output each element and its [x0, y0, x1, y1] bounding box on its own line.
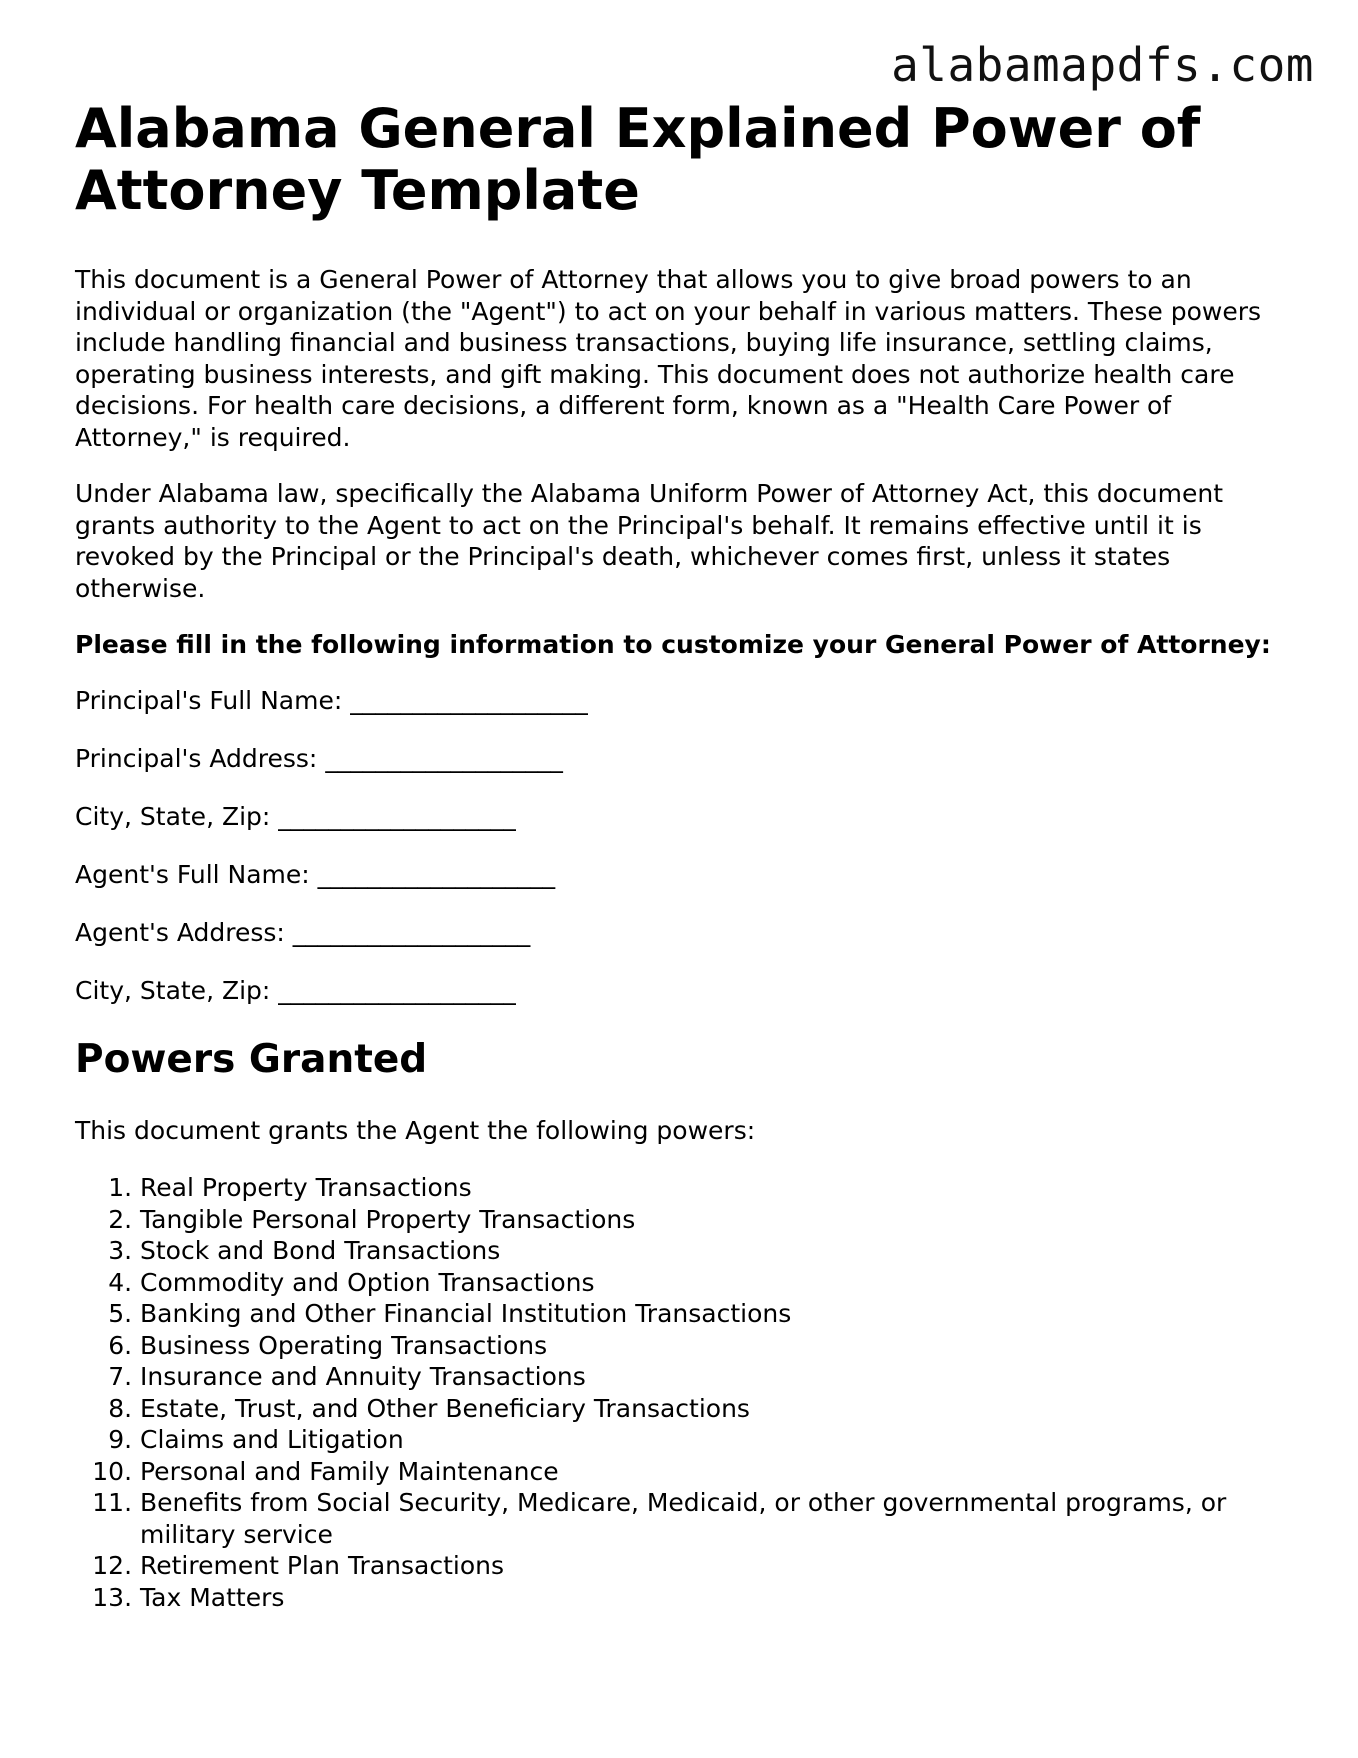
- list-item: 13. Tax Matters: [140, 1582, 1285, 1614]
- document-title: Alabama General Explained Power of Attorney Template: [75, 97, 1201, 222]
- list-item: 2. Tangible Personal Property Transactions: [140, 1204, 1285, 1236]
- list-item: 1. Real Property Transactions: [140, 1172, 1285, 1204]
- field-blank[interactable]: ___________________: [292, 917, 531, 947]
- intro-paragraph: This document is a General Power of Attorney that allows you to give broad powers to an individual or organization (the "Agent") to act on your behalf in various matters. These powers include handling financial and business transactions, buying life insurance, settling claims, operating business interests, and gift making. This document does not authorize health care decisions. For health care decisions, a different form, known as a "Health Care Power of Attorney," is required.: [75, 265, 1262, 452]
- agent-full-name-field[interactable]: [75, 859, 1285, 891]
- field-blank[interactable]: ___________________: [317, 859, 556, 889]
- list-item: 12. Retirement Plan Transactions: [140, 1550, 1285, 1582]
- principal-city-state-zip-field[interactable]: [75, 801, 1285, 833]
- list-item: 11. Benefits from Social Security, Medicare, Medicaid, or other governmental programs, or military service: [140, 1487, 1285, 1550]
- list-item: 7. Insurance and Annuity Transactions: [140, 1361, 1285, 1393]
- powers-intro-text: This document grants the Agent the following powers:: [75, 1115, 756, 1145]
- list-item: 10. Personal and Family Maintenance: [140, 1456, 1285, 1488]
- field-blank[interactable]: ___________________: [325, 743, 563, 773]
- site-watermark: alabamapdfs.com: [891, 38, 1314, 92]
- field-blank[interactable]: ___________________: [278, 975, 516, 1005]
- field-blank[interactable]: ___________________: [278, 801, 516, 831]
- field-label: Principal's Full Name:: [75, 685, 343, 715]
- agent-address-field[interactable]: [75, 917, 1285, 949]
- powers-list: [75, 1172, 1285, 1613]
- list-item: 8. Estate, Trust, and Other Beneficiary Transactions: [140, 1393, 1285, 1425]
- field-label: Agent's Full Name:: [75, 859, 310, 889]
- form-field-list: [75, 685, 1285, 1007]
- field-label: Agent's Address:: [75, 917, 285, 947]
- intro-paragraph: Under Alabama law, specifically the Alabama Uniform Power of Attorney Act, this document grants authority to the Agent to act on the Principal's behalf. It remains effective until it is revoked by the Principal or the Principal's death, whichever comes first, unless it states otherwise.: [75, 479, 1224, 603]
- document-page: [75, 98, 1285, 1613]
- field-blank[interactable]: ___________________: [350, 685, 588, 715]
- powers-granted-heading: Powers Granted: [75, 1036, 428, 1082]
- list-item: 3. Stock and Bond Transactions: [140, 1235, 1285, 1267]
- list-item: 5. Banking and Other Financial Institution Transactions: [140, 1298, 1285, 1330]
- list-item: 9. Claims and Litigation: [140, 1424, 1285, 1456]
- field-label: City, State, Zip:: [75, 801, 271, 831]
- agent-city-state-zip-field[interactable]: [75, 975, 1285, 1007]
- principal-address-field[interactable]: [75, 743, 1285, 775]
- list-item: 6. Business Operating Transactions: [140, 1330, 1285, 1362]
- principal-full-name-field[interactable]: [75, 685, 1285, 717]
- fill-in-prompt: Please fill in the following information to customize your General Power of Attorney:: [75, 630, 1271, 659]
- list-item: 4. Commodity and Option Transactions: [140, 1267, 1285, 1299]
- field-label: City, State, Zip:: [75, 975, 271, 1005]
- field-label: Principal's Address:: [75, 743, 318, 773]
